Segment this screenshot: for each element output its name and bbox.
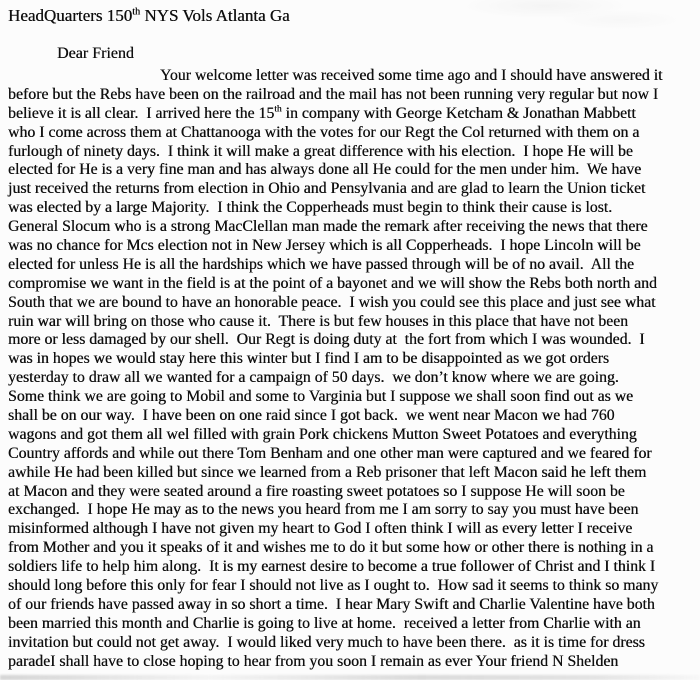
letter-line: ruin war will bring on those who cause it. There is but few houses in this place that have not been — [8, 312, 629, 330]
letter-line: invitation but could not get away. I would liked very much to have been there. as it is time for dress — [8, 633, 645, 651]
letter-heading: HeadQuarters 150th NYS Vols Atlanta Ga — [8, 6, 290, 25]
letter-line: elected for unless He is all the hardships which we have passed through will be of no avail. All the — [8, 255, 635, 273]
letter-line: was in hopes we would stay here this winter but I find I am to be disappointed as we got orders — [8, 350, 610, 368]
letter-line: before but the Rebs have been on the railroad and the mail has not been running very regular but now I — [8, 85, 659, 103]
letter-line: at Macon and they were seated around a fire roasting sweet potatoes so I suppose He will soon be — [8, 482, 625, 500]
letter-line: compromise we want in the field is at the point of a bayonet and we will show the Rebs both north and — [8, 274, 657, 292]
letter-line: paradeI shall have to close hoping to hear from you soon I remain as ever Your friend N Shelden — [8, 652, 619, 670]
letter-line: more or less damaged by our shell. Our Regt is doing duty at the fort from which I was wounded. I — [8, 331, 645, 349]
letter-line: wagons and got them all wel filled with grain Pork chickens Mutton Sweet Potatoes and everything — [8, 425, 637, 443]
letter-line: furlough of ninety days. I think it will make a great difference with his election. I hope He will be — [8, 142, 633, 160]
letter-line: Your welcome letter was received some time ago and I should have answered it — [160, 67, 663, 84]
letter-line: awhile He had been killed but since we learned from a Reb prisoner that left Macon said he left them — [8, 463, 647, 481]
letter-line: misinformed although I have not given my heart to God I often think I will as every letter I receive — [8, 520, 633, 538]
letter-line: exchanged. I hope He may as to the news you heard from me I am sorry to say you must have been — [8, 501, 639, 519]
letter-line: believe it is all clear. I arrived here the 15th in company with George Ketcham & Jonathan Mabbett — [8, 104, 636, 122]
letter-line: Some think we are going to Mobil and some to Varginia but I suppose we shall soon find out as we — [8, 388, 634, 406]
letter-line: was no chance for Mcs election not in New Jersey which is all Copperheads. I hope Lincoln will be — [8, 237, 641, 255]
scan-bottom-edge-artifact — [0, 675, 700, 680]
letter-salutation: Dear Friend — [57, 45, 134, 62]
letter-line: yesterday to draw all we wanted for a campaign of 50 days. we don’t know where we are going. — [8, 369, 619, 387]
letter-body — [8, 67, 696, 672]
letter-line: elected for He is a very fine man and has always done all He could for the men under him. We have — [8, 161, 642, 179]
letter-line: who I come across them at Chattanooga with the votes for our Regt the Col returned with them on a — [8, 123, 640, 141]
letter-line: just received the returns from election in Ohio and Pensylvania and are glad to learn the Union ticket — [8, 180, 646, 198]
letter-line: was elected by a large Majority. I think the Copperheads must begin to think their cause is lost. — [8, 199, 613, 217]
letter-line: General Slocum who is a strong MacClellan man made the remark after receiving the news that there — [8, 218, 648, 236]
letter-line: should long before this only for fear I should not live as I ought to. How sad it seems to think so many — [8, 577, 659, 595]
letter-line: soldiers life to help him along. It is my earnest desire to become a true follower of Christ and I think I — [8, 558, 656, 576]
letter-line: of our friends have passed away in so short a time. I hear Mary Swift and Charlie Valentine have both — [8, 595, 655, 613]
letter-line: been married this month and Charlie is going to live at home. received a letter from Charlie with an — [8, 614, 641, 632]
letter-line: South that we are bound to have an honorable peace. I wish you could see this place and just see what — [8, 293, 656, 311]
letter-line: shall be on our way. I have been on one raid since I got back. we went near Macon we had 760 — [8, 407, 615, 425]
letter-line: from Mother and you it speaks of it and wishes me to do it but some how or other there is nothing in a — [8, 539, 654, 557]
letter-line: Country affords and while out there Tom Benham and one other man were captured and we feared for — [8, 444, 652, 462]
